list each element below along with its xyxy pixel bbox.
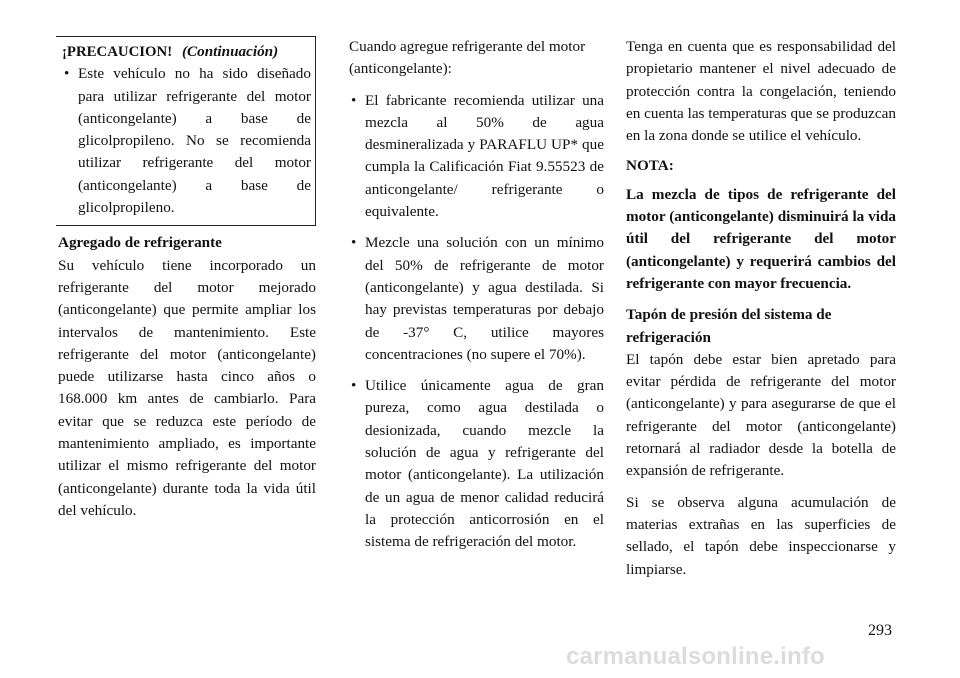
coolant-intro: Cuando agregue refrigerante del motor (anticongelante): <box>349 38 586 78</box>
caution-list <box>62 63 311 219</box>
pressure-cap-paragraph: El tapón debe estar bien apretado para evitar pérdida de refrigerante del motor (anticongelante) y para asegurarse de que el refrigerante del motor (anticongelante) retornará al radiador desde la botella de expansión de refrigerante. <box>626 350 896 480</box>
watermark: carmanualsonline.info <box>566 643 825 670</box>
list-item: • El fabricante recomienda utilizar una mezcla al 50% de agua desmineralizada y PARAFLU UP* que cumpla la Calificación Fiat 9.55523 de anticongelante/ refrigerante o equivalente. <box>349 90 604 224</box>
coolant-instructions-list <box>349 90 604 554</box>
section-heading-coolant-addition: Agregado de refrigerante <box>58 234 222 252</box>
note-body: La mezcla de tipos de refrigerante del motor (anticongelante) disminuirá la vida útil del refrigerante del motor (anticongelante) y requerirá cambios del refrigerante con mayor frecuencia. <box>626 185 896 292</box>
note-title: NOTA: <box>626 157 674 175</box>
caution-continuation: (Continuación) <box>181 43 279 60</box>
left-column <box>58 36 316 522</box>
right-column <box>626 36 896 581</box>
caution-title: ¡PRECAUCION! <box>62 44 173 60</box>
caution-box <box>56 36 316 226</box>
caution-item: • Este vehículo no ha sido diseñado para utilizar refrigerante del motor (anticongelante) a base de glicolpropileno. No se recomienda utilizar refrigerante del motor (anticongelante) a base de glicolpropileno. <box>62 63 311 219</box>
list-item: • Utilice únicamente agua de gran pureza, como agua destilada o desionizada, cuando mezcle la solución de agua y refrigerante del motor (anticongelante). La utilización de un agua de menor calidad reducirá la protección anticorrosión en el sistema de refrigeración del motor. <box>349 375 604 553</box>
list-item: • Mezcle una solución con un mínimo del 50% de refrigerante de motor (anticongelante) y agua destilada. Si hay previstas temperaturas por debajo de -37° C, utilice mayores concentraciones (no supere el 70%). <box>349 232 604 366</box>
owner-responsibility-paragraph: Tenga en cuenta que es responsabilidad del propietario mantener el nivel adecuado de protección contra la congelación, teniendo en cuenta las temperaturas que se produzcan en la zona donde se utilice el vehículo. <box>626 38 896 145</box>
page-number: 293 <box>868 622 892 639</box>
seal-inspection-paragraph: Si se observa alguna acumulación de materias extrañas en las superficies de sellado, el tapón debe inspeccionarse y limpiarse. <box>626 493 896 578</box>
section-heading-pressure-cap: Tapón de presión del sistema de refrigeración <box>626 306 832 346</box>
middle-column <box>349 36 604 554</box>
coolant-addition-paragraph: Su vehículo tiene incorporado un refrigerante del motor mejorado (anticongelante) que permite ampliar los intervalos de mantenimiento. Este refrigerante del motor (anticongelante) puede utilizarse hasta cinco años o 168.000 km antes de cambiarlo. Para evitar que se reduzca este período de mantenimiento ampliado, es importante utilizar el mismo refrigerante del motor (anticongelante) durante toda la vida útil del vehículo. <box>58 256 316 519</box>
caution-header <box>62 41 311 63</box>
